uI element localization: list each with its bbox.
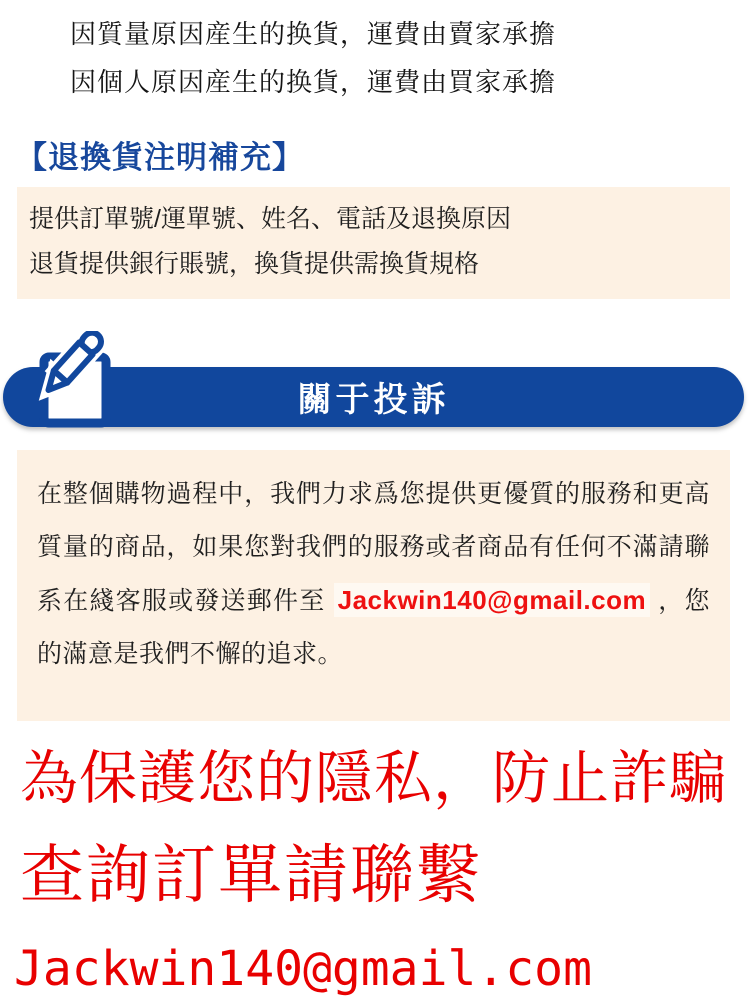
complaint-text-after: ，您的滿意是我們不懈的追求。 <box>37 587 710 668</box>
pencil-note-icon <box>36 331 116 431</box>
privacy-notice <box>0 741 750 1001</box>
exchange-notes <box>0 0 750 100</box>
complaint-panel <box>17 450 730 721</box>
return-policy-line-info: 提供訂單號/運單號、姓名、電話及退換原因 <box>29 205 511 233</box>
privacy-line-fraud: 為保護您的隱私，防止詐騙 <box>20 746 729 811</box>
complaint-banner <box>0 367 750 427</box>
return-policy-line-bank: 退貨提供銀行賬號，換貨提供需換貨規格 <box>29 250 480 278</box>
privacy-contact-email: Jackwin140@gmail.com <box>14 941 592 997</box>
complaint-text-before: 在整個購物過程中，我們力求爲您提供更優質的服務和更高質量的商品，如果您對我們的服務或者商品有任何不滿請聯系在綫客服或發送郵件至 <box>37 480 710 615</box>
complaint-email: Jackwin140@gmail.com <box>334 583 651 617</box>
return-policy-panel <box>17 187 730 299</box>
privacy-line-contact: 查詢訂單請聯繫 <box>20 839 482 911</box>
return-section-heading: 【退換貨注明補充】 <box>16 140 304 175</box>
exchange-note-quality: 因質量原因産生的换貨，運費由賣家承擔 <box>70 19 557 49</box>
complaint-text <box>37 468 710 681</box>
complaint-banner-title: 關于投訴 <box>297 380 450 419</box>
exchange-note-personal: 因個人原因産生的换貨，運費由買家承擔 <box>70 67 557 97</box>
